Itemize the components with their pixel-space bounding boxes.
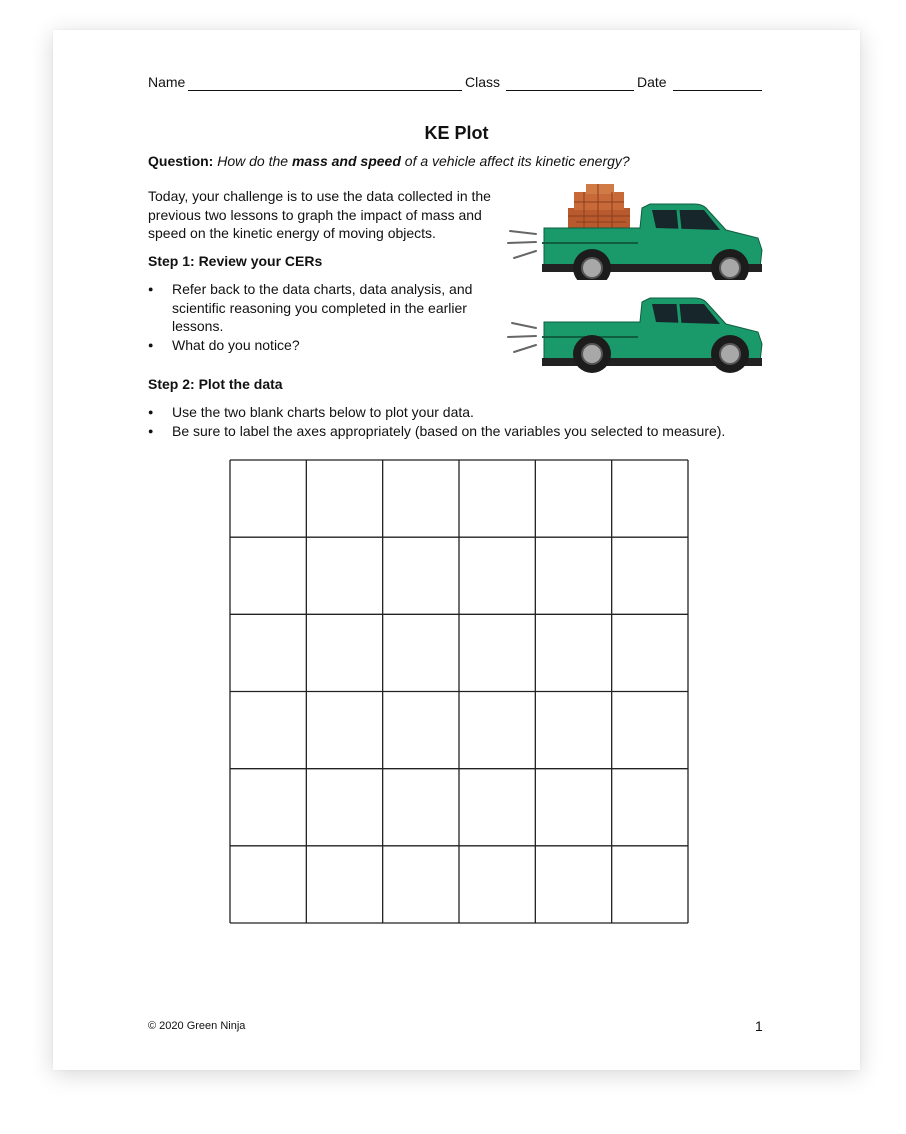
question-line <box>148 153 630 169</box>
step2-list <box>148 403 788 440</box>
bricks-icon <box>568 184 630 228</box>
question-text-before: How do the <box>217 153 289 169</box>
motion-lines-icon <box>508 323 536 352</box>
copyright-text: © 2020 Green Ninja <box>148 1020 246 1032</box>
intro-paragraph: Today, your challenge is to use the data collected in the previous two lessons to graph the impact of mass and speed on the kinetic energy of moving objects. <box>148 188 491 241</box>
worksheet-page <box>53 30 860 1070</box>
question-text-after: of a vehicle affect its kinetic energy? <box>404 153 630 169</box>
step2-heading: Step 2: Plot the data <box>148 376 283 392</box>
date-blank[interactable] <box>673 90 762 91</box>
question-label: Question: <box>148 153 214 169</box>
step1-list <box>148 280 498 354</box>
blank-plot-grid[interactable] <box>229 459 690 925</box>
list-item: ● Be sure to label the axes appropriately (based on the variables you selected to measure). <box>148 422 788 441</box>
page-number: 1 <box>755 1018 763 1034</box>
loaded-truck-image <box>506 180 768 280</box>
name-label: Name <box>148 74 186 90</box>
list-item: ● What do you notice? <box>148 336 498 355</box>
page-title: KE Plot <box>424 123 489 143</box>
list-item: ● Refer back to the data charts, data analysis, and scientific reasoning you completed in the earlier lessons. <box>148 280 498 336</box>
empty-truck-image <box>506 292 768 374</box>
name-blank[interactable] <box>188 90 462 91</box>
question-emphasis: mass and speed <box>291 153 401 169</box>
motion-lines-icon <box>508 231 536 258</box>
date-label: Date <box>637 74 667 90</box>
class-blank[interactable] <box>506 90 634 91</box>
step1-heading: Step 1: Review your CERs <box>148 253 323 269</box>
list-item: ● Use the two blank charts below to plot your data. <box>148 403 788 422</box>
class-label: Class <box>465 74 501 90</box>
